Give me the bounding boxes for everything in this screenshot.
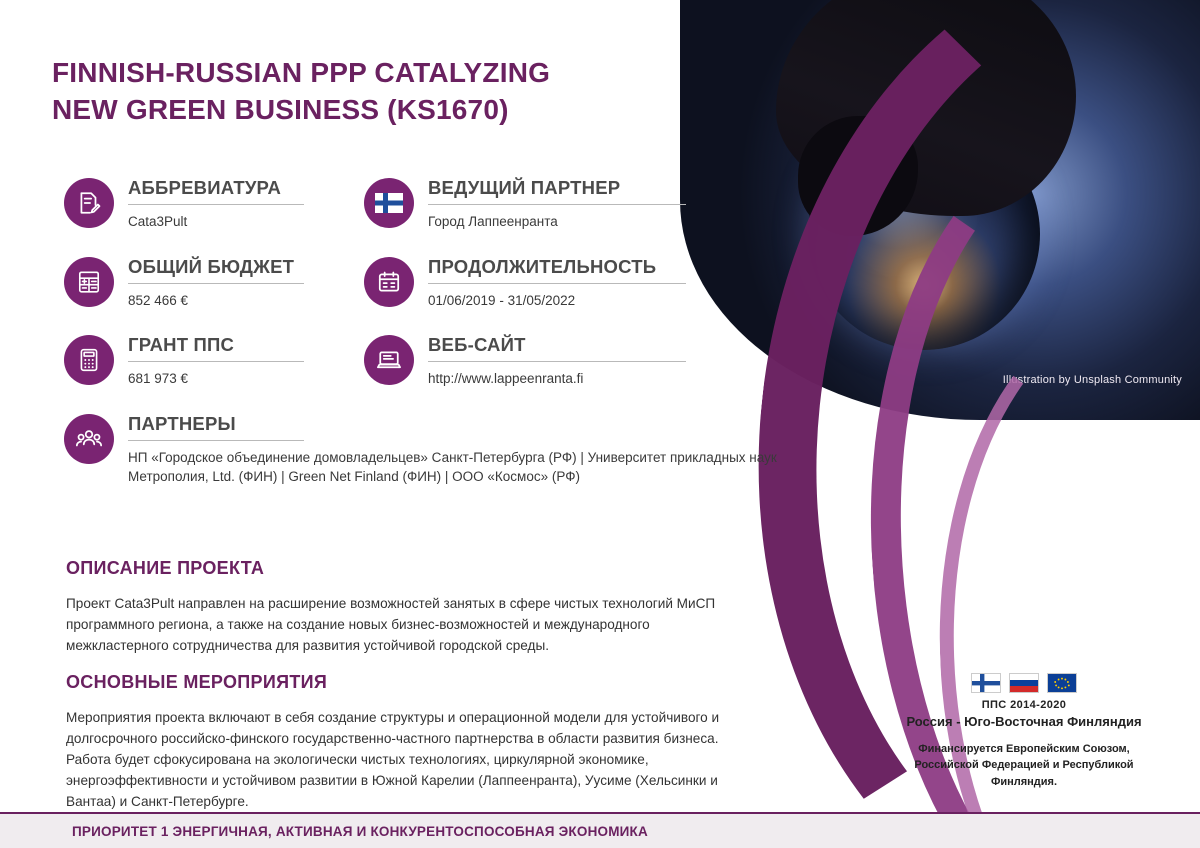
info-value-total-budget: 852 466 € [128, 292, 189, 308]
info-value-acronym: Cata3Pult [128, 214, 188, 229]
programme-code: ППС 2014-2020 [981, 698, 1067, 711]
calendar-icon [364, 257, 414, 307]
info-item-partners [64, 412, 794, 487]
info-value-lead-partner: Город Лаппеенранта [428, 214, 558, 229]
info-item-website [364, 333, 784, 389]
calculator-grid-icon [64, 257, 114, 307]
section-main-activities [66, 672, 726, 812]
info-label-acronym: АББРЕВИАТУРА [128, 177, 304, 205]
info-row-4 [64, 412, 804, 487]
finland-flag-icon [971, 673, 1001, 693]
info-item-total-budget [64, 255, 364, 311]
people-group-icon [64, 414, 114, 464]
document-edit-icon [64, 178, 114, 228]
section-body-description: Проект Cata3Pult направлен на расширение возможностей занятых в сфере чистых технологий МиСП программного региона, а также на создание новых бизнес-возможностей и международного межкластерного сотрудничества для развития устойчивой городской среды. [66, 596, 716, 654]
info-row-2 [64, 255, 804, 311]
finland-flag-icon [364, 178, 414, 228]
russia-flag-icon [1009, 673, 1039, 693]
info-label-grant: ГРАНТ ППС [128, 334, 304, 362]
page-title [52, 54, 692, 128]
section-project-description [66, 558, 726, 656]
info-value-partners: НП «Городское объединение домовладельцев» Санкт-Петербурга (РФ) | Университет прикладных наук Метрополия, Ltd. (ФИН) | Green Net Finland (ФИН) | ООО «Космос» (РФ) [128, 449, 777, 485]
info-text-grant [128, 333, 304, 389]
footer-priority-label: ПРИОРИТЕТ 1 ЭНЕРГИЧНАЯ, АКТИВНАЯ И КОНКУРЕНТОСПОСОБНАЯ ЭКОНОМИКА [72, 824, 648, 839]
programme-block [874, 673, 1174, 791]
section-title-description: ОПИСАНИЕ ПРОЕКТА [66, 558, 265, 578]
info-item-duration [364, 255, 784, 311]
info-row-3 [64, 333, 804, 389]
info-item-acronym [64, 176, 364, 232]
calculator-icon [64, 335, 114, 385]
info-text-partners [128, 412, 848, 487]
info-value-website[interactable]: http://www.lappeenranta.fi [428, 371, 584, 387]
funded-line-3: Финляндия. [990, 775, 1058, 788]
info-label-lead-partner: ВЕДУЩИЙ ПАРТНЕР [428, 177, 686, 205]
info-label-website: ВЕБ-САЙТ [428, 334, 686, 362]
programme-flags [874, 673, 1174, 693]
info-text-lead-partner [428, 176, 686, 232]
programme-funded-by [874, 741, 1174, 791]
footer-bar [0, 812, 1200, 848]
info-label-partners: ПАРТНЕРЫ [128, 413, 304, 441]
eu-flag-icon [1047, 673, 1077, 693]
info-text-website [428, 333, 686, 389]
info-item-grant [64, 333, 364, 389]
info-label-total-budget: ОБЩИЙ БЮДЖЕТ [128, 256, 304, 284]
info-text-acronym [128, 176, 304, 232]
funded-line-2: Российской Федерацией и Республикой [914, 759, 1134, 771]
info-text-duration [428, 255, 686, 311]
info-value-grant: 681 973 € [128, 371, 189, 387]
info-row-1 [64, 176, 804, 232]
photo-credit: Illustration by Unsplash Community [1002, 374, 1182, 386]
info-value-duration: 01/06/2019 - 31/05/2022 [428, 292, 576, 308]
laptop-icon [364, 335, 414, 385]
project-info-grid [64, 176, 804, 510]
page-title-line-2: NEW GREEN BUSINESS (KS1670) [52, 94, 509, 126]
info-text-total-budget [128, 255, 304, 311]
funded-line-1: Финансируется Европейским Союзом, [918, 742, 1130, 755]
section-body-activities: Мероприятия проекта включают в себя создание структуры и операционной модели для устойчивого и долгосрочного российско-финского государственно-частного партнерства в области развития бизнеса. Работа будет сфокусирована на экологически чистых технологиях, циркулярной экономике, энергоэффективности и устойчивом развитии в Южной Карелии (Лаппеенранта), Уусиме (Хельсинки и Вантаа) и Санкт-Петербурге. [66, 710, 720, 810]
programme-name: Россия - Юго-Восточная Финляндия [906, 713, 1142, 729]
page-title-line-1: FINNISH-RUSSIAN PPP CATALYZING [52, 57, 551, 88]
info-item-lead-partner [364, 176, 784, 232]
section-title-activities: ОСНОВНЫЕ МЕРОПРИЯТИЯ [66, 672, 328, 692]
info-label-duration: ПРОДОЛЖИТЕЛЬНОСТЬ [428, 256, 686, 284]
